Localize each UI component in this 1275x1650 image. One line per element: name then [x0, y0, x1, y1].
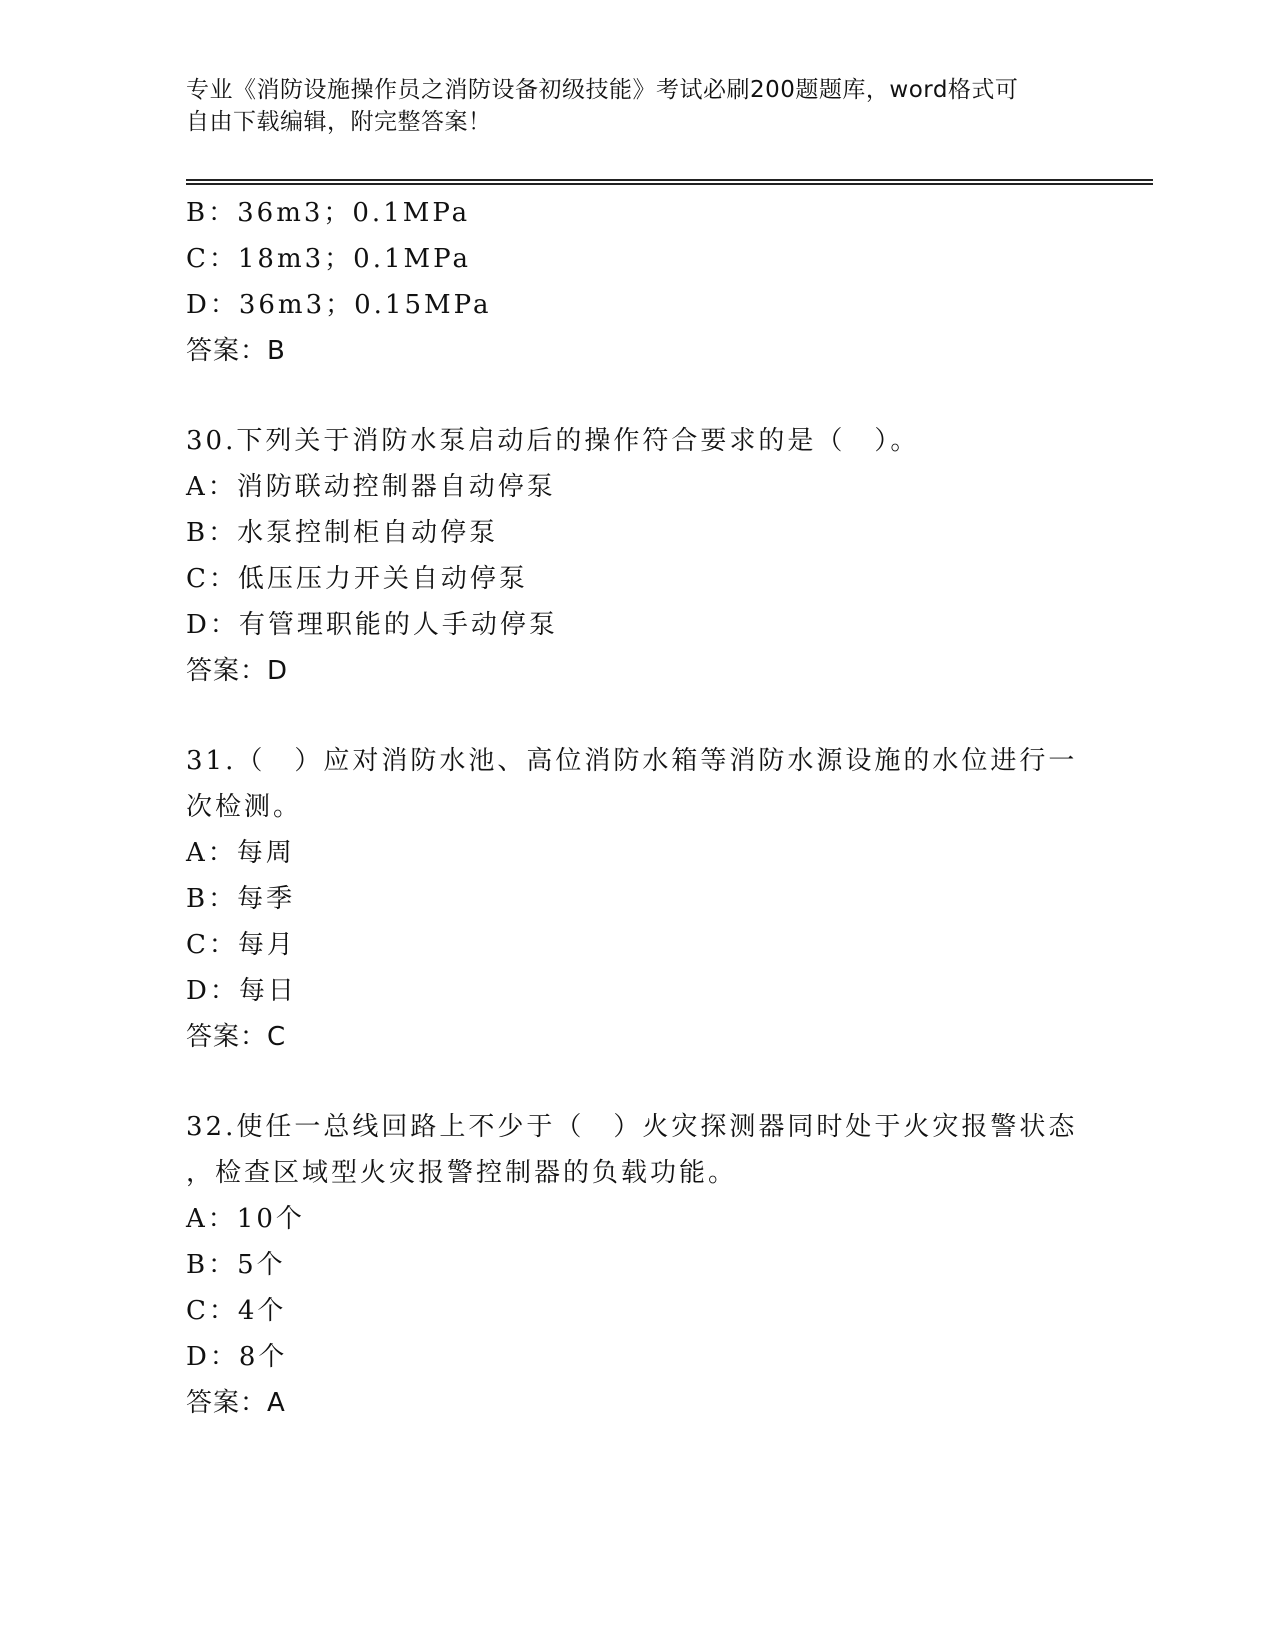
- option-d: D：36m3；0.15MPa: [186, 290, 492, 320]
- option-a: A：消防联动控制器自动停泵: [186, 472, 556, 502]
- question-29-tail: [186, 190, 1086, 374]
- answer: 答案：D: [186, 656, 289, 686]
- option-b: B：5个: [186, 1250, 286, 1280]
- question-text-cont: 次检测。: [186, 792, 303, 822]
- option-d: D：8个: [186, 1342, 288, 1372]
- question-text: 32.使任一总线回路上不少于（ ）火灾探测器同时处于火灾报警状态: [186, 1112, 1078, 1142]
- header-line-2: 自由下载编辑，附完整答案！: [186, 109, 492, 135]
- option-c: C：低压压力开关自动停泵: [186, 564, 528, 594]
- document-header: [186, 74, 1086, 138]
- question-31: [186, 738, 1086, 1060]
- question-30: [186, 418, 1086, 694]
- option-b: B：36m3；0.1MPa: [186, 198, 471, 228]
- header-line-1: 专业《消防设施操作员之消防设备初级技能》考试必刷200题题库，word格式可: [186, 77, 1019, 103]
- option-a: A：10个: [186, 1204, 305, 1234]
- option-c: C：4个: [186, 1296, 287, 1326]
- answer: 答案：B: [186, 336, 286, 366]
- header-divider-bottom: [186, 183, 1153, 185]
- option-b: B：水泵控制柜自动停泵: [186, 518, 499, 548]
- question-text: 31.（ ）应对消防水池、高位消防水箱等消防水源设施的水位进行一: [186, 746, 1078, 776]
- option-c: C：每月: [186, 930, 296, 960]
- option-c: C：18m3；0.1MPa: [186, 244, 471, 274]
- question-32: [186, 1104, 1086, 1426]
- question-text: 30.下列关于消防水泵启动后的操作符合要求的是（ ）。: [186, 426, 920, 456]
- option-d: D：每日: [186, 976, 297, 1006]
- option-d: D：有管理职能的人手动停泵: [186, 610, 558, 640]
- question-text-cont: ，检查区域型火灾报警控制器的负载功能。: [186, 1158, 738, 1188]
- option-a: A：每周: [186, 838, 295, 868]
- header-divider-top: [186, 179, 1153, 181]
- answer: 答案：C: [186, 1022, 287, 1052]
- answer: 答案：A: [186, 1388, 286, 1418]
- document-body: [186, 190, 1086, 1426]
- option-b: B：每季: [186, 884, 296, 914]
